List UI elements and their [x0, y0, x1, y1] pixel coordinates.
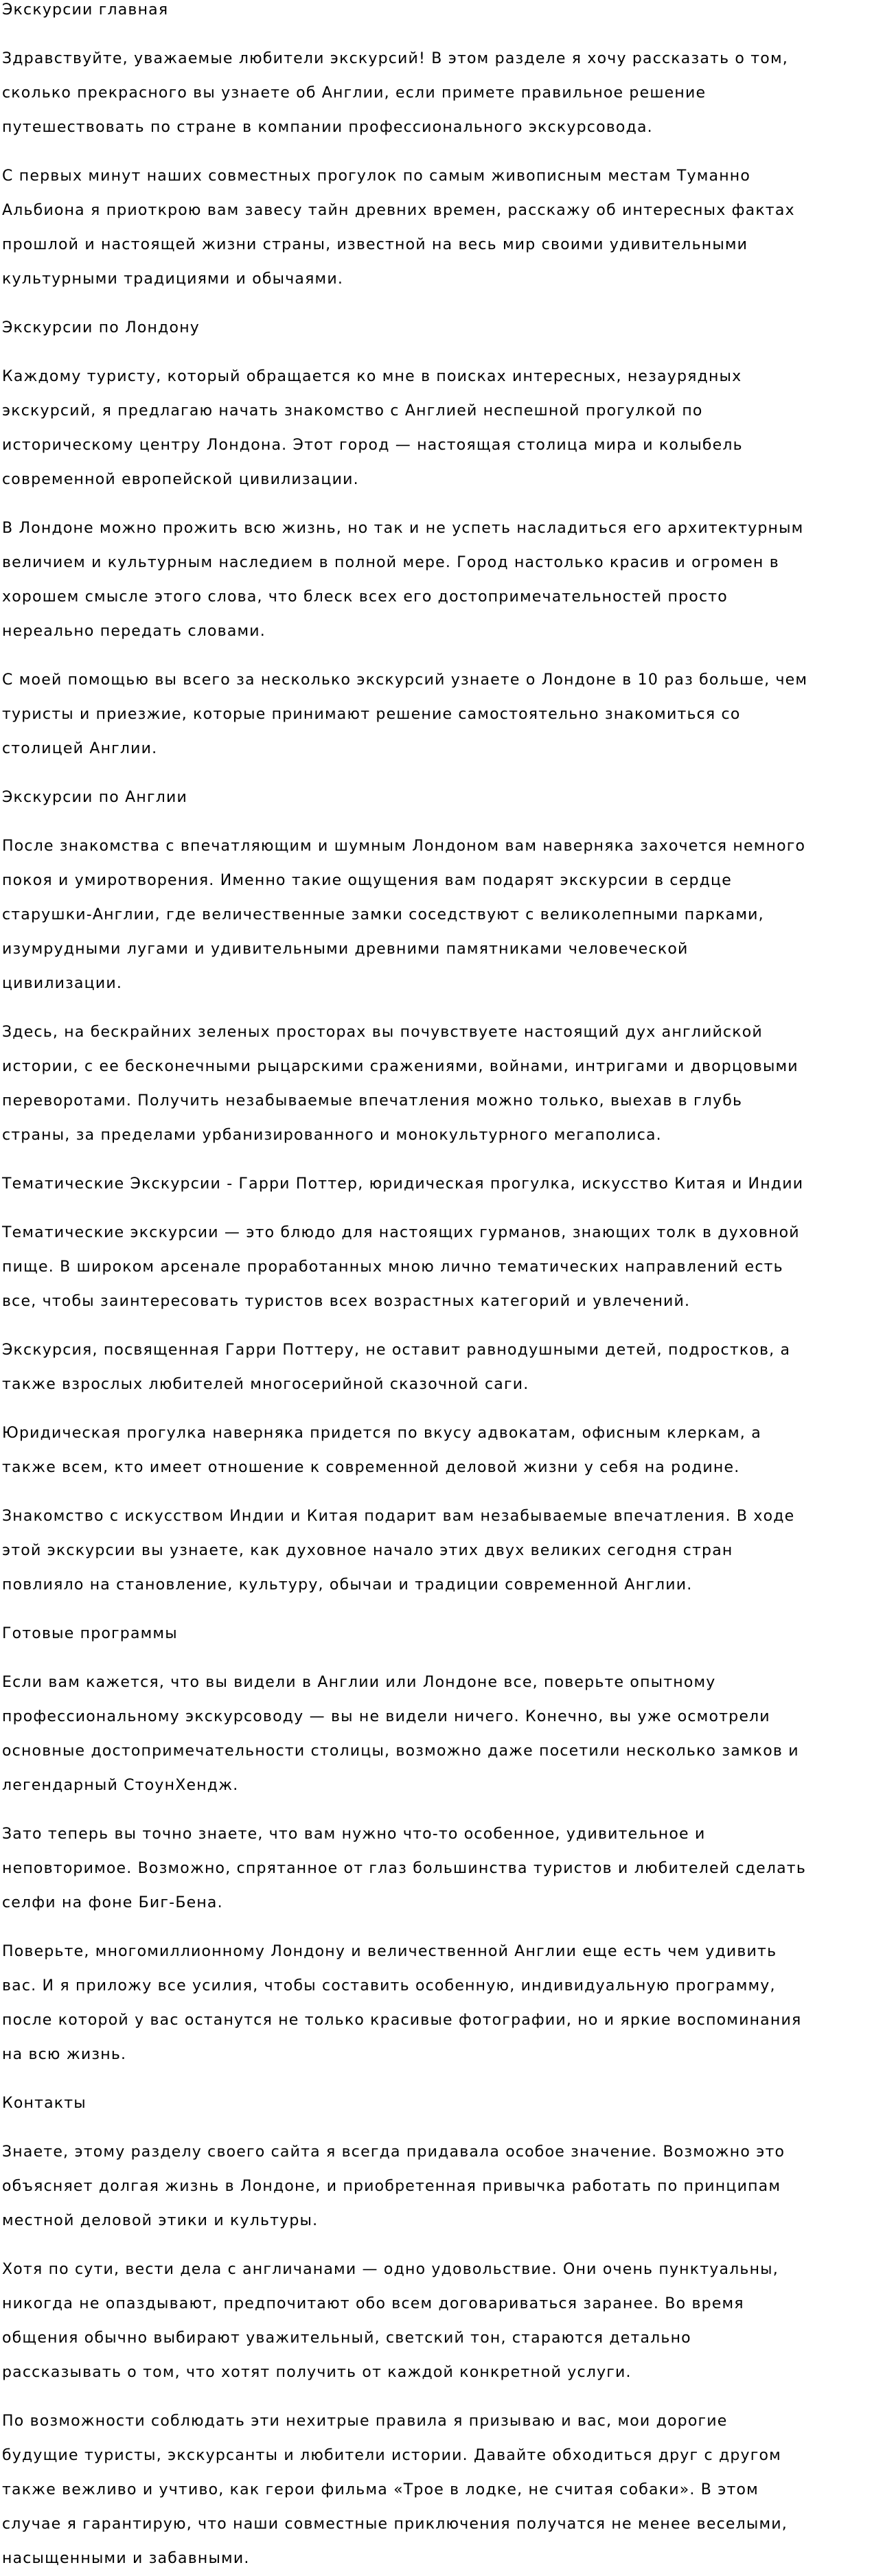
paragraph: По возможности соблюдать эти нехитрые правила я призываю и вас, мои дорогие будущие туристы, экскурсанты и любители истории. Давайте обходиться друг с другом также вежливо и учтиво, как герои фильма «Трое в лодке, не считая собаки». В этом случае я гарантирую, что наши совместные приключения получатся не менее веселыми, насыщенными и забавными. — [2, 2413, 788, 2567]
paragraph: Знакомство с искусством Индии и Китая подарит вам незабываемые впечатления. В ходе этой экскурсии вы узнаете, как духовное начало этих двух великих сегодня стран повлияло на становление, культуру, обычаи и традиции современной Англии. — [2, 1508, 795, 1594]
section-heading-thematic: Тематические Экскурсии - Гарри Поттер, юридическая прогулка, искусство Китая и Индии — [2, 1175, 804, 1193]
section-heading-programs: Готовые программы — [2, 1625, 178, 1642]
page-title: Экскурсии главная — [2, 1, 169, 19]
paragraph: Зато теперь вы точно знаете, что вам нужно что-то особенное, удивительное и неповторимое. Возможно, спрятанное от глаз большинства туристов и любителей сделать селфи на фоне Биг-Бена. — [2, 1826, 806, 1911]
paragraph: Если вам кажется, что вы видели в Англии или Лондоне все, поверьте опытному профессиональному экскурсоводу — вы не видели ничего. Конечно, вы уже осмотрели основные достопримечательности столицы, возможно даже посетили несколько замков и легендарный СтоунХендж. — [2, 1674, 799, 1794]
paragraph: Тематические экскурсии — это блюдо для настоящих гурманов, знающих толк в духовной пище. В широком арсенале проработанных мною лично тематических направлений есть все, чтобы заинтересовать туристов всех возрастных категорий и увлечений. — [2, 1224, 800, 1310]
paragraph-intro: Здравствуйте, уважаемые любители экскурсий! В этом разделе я хочу рассказать о том, сколько прекрасного вы узнаете об Англии, если примете правильное решение путешествовать по стране в компании профессионального экскурсовода. — [2, 50, 788, 136]
section-heading-london: Экскурсии по Лондону — [2, 319, 200, 336]
paragraph: Здесь, на бескрайних зеленых просторах вы почувствуете настоящий дух английской истории, с ее бесконечными рыцарскими сражениями, войнами, интригами и дворцовыми переворотами. Получить незабываемые впечатления можно только, выехав в глубь страны, за пределами урбанизированного и монокультурного мегаполиса. — [2, 1024, 799, 1144]
paragraph: Знаете, этому разделу своего сайта я всегда придавала особое значение. Возможно это объясняет долгая жизнь в Лондоне, и приобретенная привычка работать по принципам местной деловой этики и культуры. — [2, 2143, 785, 2229]
paragraph: С первых минут наших совместных прогулок по самым живописным местам Туманно Альбиона я приоткрою вам завесу тайн древних времен, расскажу об интересных фактах прошлой и настоящей жизни страны, известной на весь мир своими удивительными культурными традициями и обычаями. — [2, 168, 795, 288]
paragraph: Хотя по сути, вести дела с англичанами — одно удовольствие. Они очень пунктуальны, никогда не опаздывают, предпочитают обо всем договариваться заранее. Во время общения обычно выбирают уважительный, светский тон, стараются детально рассказывать о том, что хотят получить от каждой конкретной услуги. — [2, 2261, 779, 2381]
paragraph: Юридическая прогулка наверняка придется по вкусу адвокатам, офисным клеркам, а также всем, кто имеет отношение к современной деловой жизни у себя на родине. — [2, 1425, 761, 1476]
paragraph: После знакомства с впечатляющим и шумным Лондоном вам наверняка захочется немного покоя и умиротворения. Именно такие ощущения вам подарят экскурсии в сердце старушки-Англии, где величественные замки соседствуют с великолепными парками, изумрудными лугами и удивительными древними памятниками человеческой цивилизации. — [2, 838, 806, 992]
paragraph: Каждому туристу, который обращается ко мне в поисках интересных, незаурядных экскурсий, я предлагаю начать знакомство с Англией неспешной прогулкой по историческому центру Лондона. Этот город — настоящая столица мира и колыбель современной европейской цивилизации. — [2, 368, 743, 488]
paragraph: Поверьте, многомиллионному Лондону и величественной Англии еще есть чем удивить вас. И я приложу все усилия, чтобы составить особенную, индивидуальную программу, после которой у вас останутся не только красивые фотографии, но и яркие воспоминания на всю жизнь. — [2, 1943, 802, 2063]
paragraph: С моей помощью вы всего за несколько экскурсий узнаете о Лондоне в 10 раз больше, чем туристы и приезжие, которые принимают решение самостоятельно знакомиться со столицей Англии. — [2, 671, 808, 757]
section-heading-contacts: Контакты — [2, 2095, 87, 2112]
paragraph: Экскурсия, посвященная Гарри Поттеру, не оставит равнодушными детей, подростков, а также взрослых любителей многосерийной сказочной саги. — [2, 1342, 791, 1393]
paragraph: В Лондоне можно прожить всю жизнь, но так и не успеть насладиться его архитектурным величием и культурным наследием в полной мере. Город настолько красив и огромен в хорошем смысле этого слова, что блеск всех его достопримечательностей просто нереально передать словами. — [2, 520, 804, 640]
section-heading-england: Экскурсии по Англии — [2, 789, 187, 806]
